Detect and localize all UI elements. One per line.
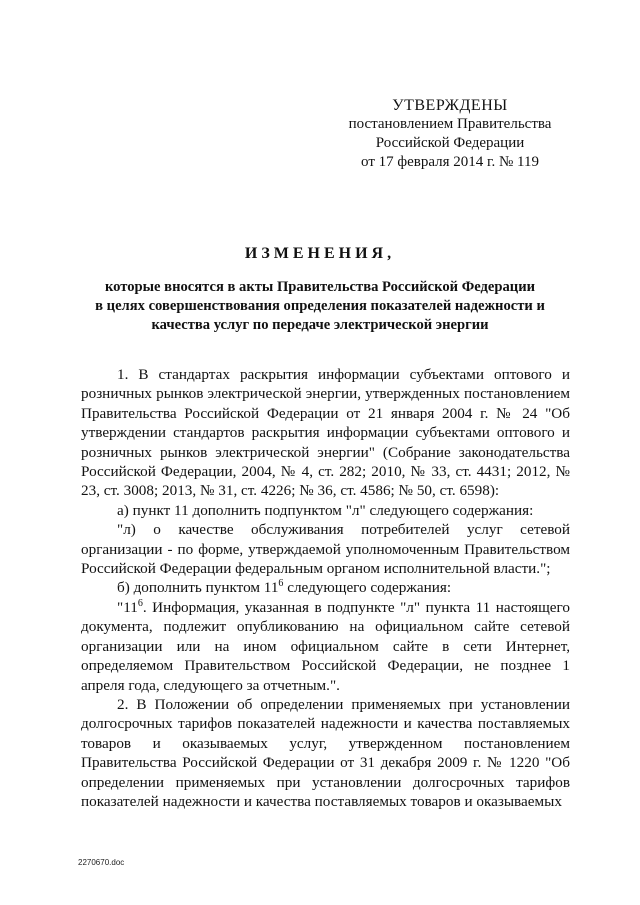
approval-title: УТВЕРЖДЕНЫ: [392, 97, 508, 114]
paragraph-2: а) пункт 11 дополнить подпунктом "л" следующего содержания:: [117, 501, 534, 519]
heading-subtitle-line-2: в целях совершенствования определения показателей надежности и: [95, 298, 545, 314]
paragraph-6: 2. В Положении об определении применяемых при установлении долгосрочных тарифов показателей надежности и качества поставляемых товаров и оказываемых услуг, утвержденном постановлением Правительства Российской Федерации от 31 декабря 2009 г. № 1220 "Об определении применяемых при установлении долгосрочных тарифов показателей надежности и качества поставляемых товаров и оказываемых: [81, 695, 570, 810]
document-body: [81, 365, 570, 811]
paragraph-4-text: б) дополнить пунктом 11: [117, 579, 279, 597]
paragraph-4-text-end: следующего содержания:: [283, 579, 452, 597]
approval-block: [330, 96, 570, 172]
approval-line-3: от 17 февраля 2014 г. № 119: [361, 154, 539, 170]
paragraph-3: "л) о качестве обслуживания потребителей услуг сетевой организации - по форме, утверждаемой уполномоченным Правительством Российской Федерации федеральным органом исполнительной власти.";: [81, 521, 570, 578]
heading-subtitle: [60, 278, 580, 335]
paragraph-5-text-end: . Информация, указанная в подпункте "л" пункта 11 настоящего документа, подлежит опубликованию на официальном сайте сетевой организации или на ином официальном сайте в сети Интернет, определяемом Правительством Российской Федерации, не позднее 1 апреля года, следующего за отчетным.".: [81, 598, 570, 694]
approval-line-2: Российской Федерации: [375, 135, 525, 151]
paragraph-5-text: "11: [117, 598, 138, 616]
approval-line-1: постановлением Правительства: [348, 116, 552, 132]
paragraph-5: [81, 598, 570, 695]
heading-subtitle-line-3: качества услуг по передаче электрической энергии: [151, 317, 489, 333]
footer-filename: 2270670.doc: [78, 858, 125, 867]
paragraph-4-superscript: 6: [278, 578, 284, 590]
paragraph-4: [81, 578, 570, 597]
document-heading: [60, 244, 580, 335]
heading-title: ИЗМЕНЕНИЯ,: [244, 245, 396, 262]
heading-subtitle-line-1: которые вносятся в акты Правительства Российской Федерации: [104, 279, 536, 295]
paragraph-5-superscript: 6: [137, 597, 143, 609]
paragraph-1: 1. В стандартах раскрытия информации субъектами оптового и розничных рынков электрической энергии, утвержденных постановлением Правительства Российской Федерации от 21 января 2004 г. № 24 "Об утверждении стандартов раскрытия информации субъектами оптового и розничных рынков электрической энергии" (Собрание законодательства Российской Федерации, 2004, № 4, ст. 282; 2010, № 33, ст. 4431; 2012, № 23, ст. 3008; 2013, № 31, ст. 4226; № 36, ст. 4586; № 50, ст. 6598):: [81, 366, 570, 500]
